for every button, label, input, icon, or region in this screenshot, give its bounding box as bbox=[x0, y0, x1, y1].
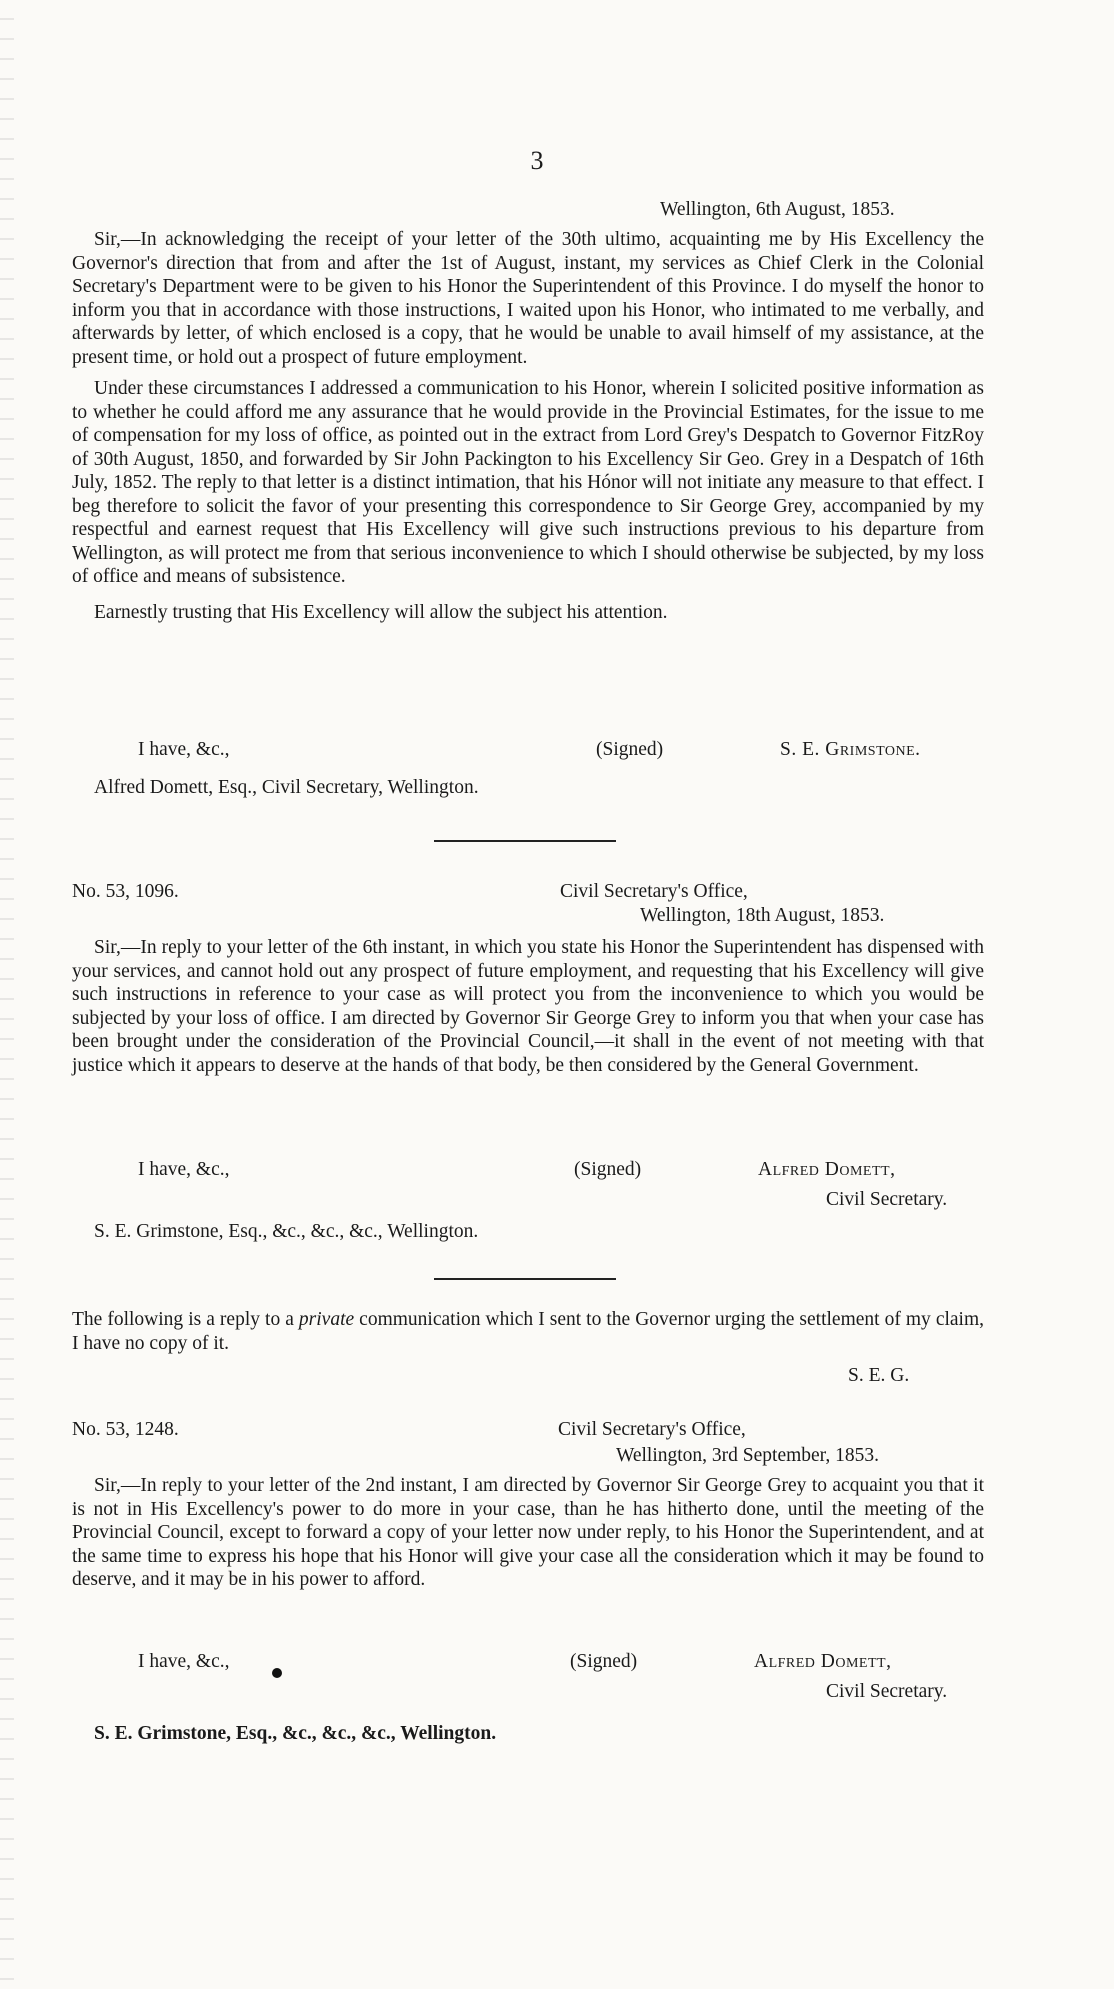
letter1-body bbox=[72, 228, 984, 624]
letter2-signatory: Alfred Domett, bbox=[758, 1159, 896, 1180]
letter2-signatory-title: Civil Secretary. bbox=[826, 1189, 948, 1210]
note-emphasis: private bbox=[298, 1309, 355, 1330]
letter3-paragraph: Sir,—In reply to your letter of the 2nd instant, I am directed by Governor Sir George Grey to acquaint you that it is not in His Excellency's power to do more in your case, than he has hitherto done, until the meeting of the Provincial Council, except to forward a copy of your letter now under reply, to his Honor the Superintendent, and at the same time to express his hope that his Honor will give your case all the consideration which it may be found to deserve, and it may be in his power to afford. bbox=[72, 1475, 984, 1590]
note-text-after: communication which I sent to the Governor urging the settlement of my claim, I have no copy of it. bbox=[72, 1309, 985, 1354]
letter3-body bbox=[72, 1474, 984, 1592]
letter3-signed: (Signed) bbox=[570, 1651, 638, 1672]
letter2-body bbox=[72, 936, 984, 1077]
note-paragraph bbox=[72, 1308, 984, 1355]
letter2-addressee: S. E. Grimstone, Esq., &c., &c., &c., Wellington. bbox=[94, 1221, 479, 1242]
letter1-paragraph-2: Under these circumstances I addressed a communication to his Honor, wherein I solicited positive information as to whether he could afford me any assurance that he would provide in the Provincial Estimates, for the issue to me of compensation for my loss of office, as pointed out in the extract from Lord Grey's Despatch to Governor FitzRoy of 30th August, 1850, and forwarded by Sir John Packington to his Excellency Sir Geo. Grey in a Despatch of 16th July, 1852. The reply to that letter is a distinct intimation, that his Hónor will not initiate any measure to that effect. I beg therefore to solicit the favor of your presenting this correspondence to Sir George Grey, accompanied by my respectful and earnest request that His Excellency will give such instructions previous to his departure from Wellington, as will protect me from that serious inconvenience to which I should otherwise be subjected, by my loss of office and means of subsistence. bbox=[72, 378, 984, 587]
section-divider bbox=[434, 1278, 616, 1280]
letter1-addressee: Alfred Domett, Esq., Civil Secretary, Wellington. bbox=[94, 777, 479, 798]
private-communication-note bbox=[72, 1308, 984, 1355]
letter2-closing: I have, &c., bbox=[138, 1159, 230, 1180]
letter3-closing: I have, &c., bbox=[138, 1651, 230, 1672]
letter1-signed: (Signed) bbox=[596, 739, 664, 760]
scan-edge-artifact bbox=[0, 0, 14, 1989]
ink-blot bbox=[272, 1668, 282, 1678]
letter3-signatory-title: Civil Secretary. bbox=[826, 1681, 948, 1702]
letter2-paragraph: Sir,—In reply to your letter of the 6th instant, in which you state his Honor the Superintendent has dispensed with your services, and cannot hold out any prospect of future employment, and requesting that his Excellency will give such instructions in reference to your case as will protect you from the inconvenience to which you would be subjected by your loss of office. I am directed by Governor Sir George Grey to inform you that when your case has been brought under the consideration of the Provincial Council,—it shall in the event of not meeting with that justice which it appears to deserve at the hands of that body, be then considered by the General Government. bbox=[72, 937, 984, 1076]
section-divider bbox=[434, 840, 616, 842]
letter1-dateline: Wellington, 6th August, 1853. bbox=[660, 199, 895, 220]
letter1-paragraph-3: Earnestly trusting that His Excellency will allow the subject his attention. bbox=[94, 601, 668, 623]
letter2-reference-number: No. 53, 1096. bbox=[72, 881, 179, 902]
note-initials: S. E. G. bbox=[848, 1365, 910, 1386]
letter1-paragraph-1: Sir,—In acknowledging the receipt of your letter of the 30th ultimo, acquainting me by His Excellency the Governor's direction that from and after the 1st of August, instant, my services as Chief Clerk in the Colonial Secretary's Department were to be given to his Honor the Superintendent of this Province. I do myself the honor to inform you that in accordance with those instructions, I waited upon his Honor, who intimated to me verbally, and afterwards by letter, of which enclosed is a copy, that he would be unable to avail himself of my assistance, at the present time, or hold out a prospect of future employment. bbox=[72, 229, 984, 368]
letter3-signatory: Alfred Domett, bbox=[754, 1651, 892, 1672]
note-text-before: The following is a reply to a bbox=[72, 1309, 299, 1330]
letter1-signatory: S. E. Grimstone. bbox=[780, 739, 921, 760]
letter2-office: Civil Secretary's Office, bbox=[560, 881, 748, 902]
letter3-addressee: S. E. Grimstone, Esq., &c., &c., &c., Wellington. bbox=[94, 1723, 497, 1744]
letter1-closing: I have, &c., bbox=[138, 739, 230, 760]
letter3-dateline: Wellington, 3rd September, 1853. bbox=[616, 1445, 880, 1466]
page-number: 3 bbox=[530, 146, 544, 175]
letter2-dateline: Wellington, 18th August, 1853. bbox=[640, 905, 885, 926]
letter3-reference-number: No. 53, 1248. bbox=[72, 1419, 179, 1440]
letter2-signed: (Signed) bbox=[574, 1159, 642, 1180]
letter3-office: Civil Secretary's Office, bbox=[558, 1419, 746, 1440]
